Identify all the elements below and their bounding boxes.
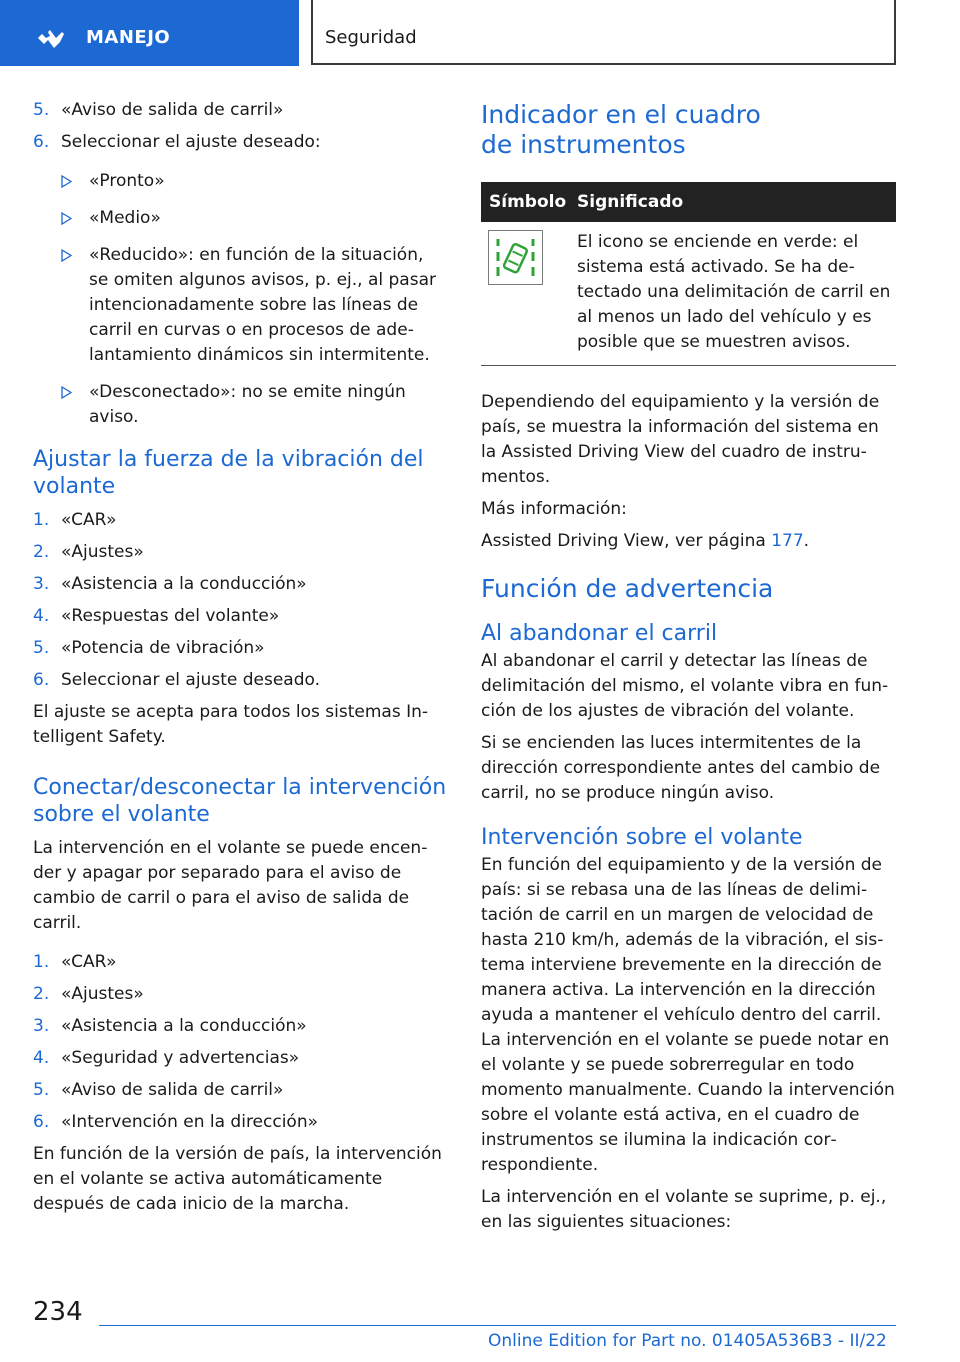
symbol-table	[481, 182, 896, 366]
heading-intervention: Conectar/desconectar la intervención sobre el volante	[33, 775, 447, 827]
paragraph: La intervención en el volante se suprime, p. ej., en las siguientes situaciones:	[481, 1187, 887, 1232]
option-item	[61, 169, 448, 194]
heading-vibration: Ajustar la fuerza de la vibración del volante	[33, 447, 424, 499]
step-text: «CAR»	[61, 510, 117, 530]
step-number: 2.	[33, 542, 50, 562]
list-item	[33, 1110, 448, 1135]
step-text: «Asistencia a la conducción»	[61, 1016, 307, 1036]
option-item	[61, 380, 448, 430]
heading-leaving-lane: Al abandonar el carril	[481, 621, 718, 646]
step-number: 4.	[33, 1048, 50, 1068]
symbol-cell	[481, 230, 577, 355]
left-column	[33, 98, 448, 1224]
paragraph: El ajuste se acepta para todos los sistemas Intelligent Safety.	[33, 702, 429, 747]
list-item	[33, 1078, 448, 1103]
step-number: 5.	[33, 638, 50, 658]
list-item	[33, 668, 448, 693]
option-text: «Desconectado»: no se emite ningún aviso.	[89, 382, 406, 427]
option-item	[61, 206, 448, 231]
paragraph: En función de la versión de país, la intervención en el volante se activa automáticamente después de cada inicio de la marcha.	[33, 1144, 442, 1214]
steps-list-3	[33, 950, 448, 1135]
list-item	[33, 572, 448, 597]
option-text: «Reducido»: en función de la situación, se omiten algunos avisos, p. ej., al pasar intencionadamente sobre las líneas de carril en curvas o en procesos de adelantamiento dinámicos sin intermitente.	[89, 245, 436, 365]
right-column	[481, 100, 896, 1242]
step-number: 6.	[33, 670, 50, 690]
step-number: 1.	[33, 952, 50, 972]
step-number: 6.	[33, 132, 50, 152]
step-number: 2.	[33, 984, 50, 1004]
reference-end: .	[803, 531, 810, 551]
footer-divider	[99, 1325, 896, 1326]
list-item	[33, 540, 448, 565]
heading-indicator: Indicador en el cuadro de instrumentos	[481, 100, 761, 159]
paragraph: Más información:	[481, 499, 627, 519]
list-item	[33, 604, 448, 629]
step-number: 3.	[33, 1016, 50, 1036]
option-text: «Medio»	[89, 208, 161, 228]
table-header	[481, 182, 896, 222]
reference-text: Assisted Driving View, ver página	[481, 531, 772, 551]
list-item	[33, 950, 448, 975]
heading-steering-intervention: Intervención sobre el volante	[481, 825, 803, 850]
table-row	[481, 222, 896, 366]
step-number: 5.	[33, 1080, 50, 1100]
option-text: «Pronto»	[89, 171, 165, 191]
column-header-symbol: Símbolo	[489, 192, 567, 212]
step-text: «Asistencia a la conducción»	[61, 574, 307, 594]
step-text: «Aviso de salida de carril»	[61, 1080, 284, 1100]
page-number: 234	[33, 1297, 83, 1327]
steps-list-2	[33, 508, 448, 693]
list-item	[33, 1046, 448, 1071]
paragraph: Si se encienden las luces intermitentes de la dirección correspondiente antes del cambio de carril, no se produce ningún aviso.	[481, 733, 881, 803]
list-item	[33, 636, 448, 661]
meaning-cell: El icono se enciende en verde: el sistema está activado. Se ha detectado una delimitación de carril en al menos un lado del vehículo y es posible que se muestren avisos.	[577, 232, 891, 352]
step-text: «Respuestas del volante»	[61, 606, 280, 626]
step-text: Seleccionar el ajuste deseado:	[61, 132, 321, 152]
steering-hand-icon	[36, 24, 66, 50]
step-text: «Seguridad y advertencias»	[61, 1048, 300, 1068]
step-number: 6.	[33, 1112, 50, 1132]
paragraph: Al abandonar el carril y detectar las líneas de delimitación del mismo, el volante vibra en función de los ajustes de vibración del volante.	[481, 651, 889, 721]
list-item	[33, 508, 448, 533]
list-item	[33, 1014, 448, 1039]
page-link[interactable]: 177	[771, 531, 804, 551]
step-number: 4.	[33, 606, 50, 626]
steps-list-1	[33, 98, 448, 430]
options-list	[61, 169, 448, 430]
step-text: Seleccionar el ajuste deseado.	[61, 670, 321, 690]
triangle-bullet-icon	[61, 249, 72, 262]
step-text: «CAR»	[61, 952, 117, 972]
edition-text: Online Edition for Part no. 01405A536B3 - II/22	[488, 1331, 887, 1351]
section-label: MANEJO	[86, 27, 171, 48]
option-item	[61, 243, 448, 368]
chapter-title: Seguridad	[325, 27, 417, 48]
step-number: 1.	[33, 510, 50, 530]
paragraph: Dependiendo del equipamiento y la versión de país, se muestra la información del sistema en la Assisted Driving View del cuadro de instrumentos.	[481, 392, 880, 487]
step-number: 3.	[33, 574, 50, 594]
triangle-bullet-icon	[61, 386, 72, 399]
list-item	[33, 130, 448, 430]
triangle-bullet-icon	[61, 212, 72, 225]
step-number: 5.	[33, 100, 50, 120]
step-text: «Aviso de salida de carril»	[61, 100, 284, 120]
paragraph: En función del equipamiento y de la versión de país: si se rebasa una de las líneas de delimitación de carril en un margen de velocidad de hasta 210 km/h, además de la vibración, el sistema interviene brevemente en la dirección de manera activa. La intervención en la dirección ayuda a mantener el vehículo dentro del carril. La intervención en el volante se puede notar en el volante y se puede sobrerregular en todo momento manualmente. Cuando la intervención sobre el volante está activa, en el cuadro de instrumentos se ilumina la indicación correspondiente.	[481, 855, 895, 1175]
step-text: «Intervención en la dirección»	[61, 1112, 319, 1132]
list-item	[33, 98, 448, 123]
lane-departure-green-icon	[488, 230, 543, 285]
step-text: «Potencia de vibración»	[61, 638, 265, 658]
column-header-meaning: Significado	[577, 192, 684, 212]
step-text: «Ajustes»	[61, 984, 144, 1004]
list-item	[33, 982, 448, 1007]
step-text: «Ajustes»	[61, 542, 144, 562]
heading-warning-function: Función de advertencia	[481, 574, 774, 603]
paragraph-reference	[481, 529, 896, 554]
triangle-bullet-icon	[61, 175, 72, 188]
paragraph: La intervención en el volante se puede encender y apagar por separado para el aviso de cambio de carril o para el aviso de salida de carril.	[33, 838, 428, 933]
